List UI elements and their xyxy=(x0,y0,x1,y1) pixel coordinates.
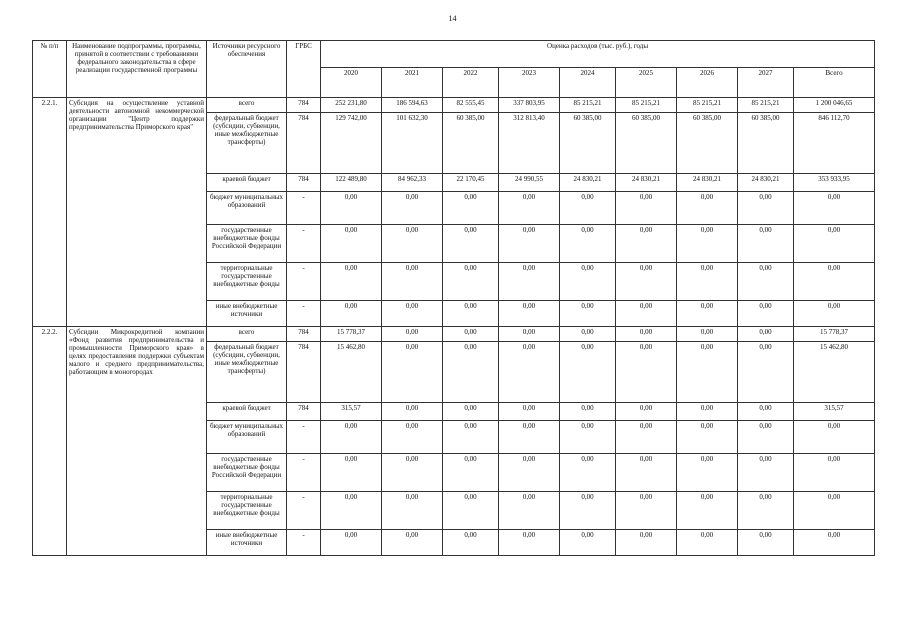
row-number: 2.2.2. xyxy=(33,327,67,556)
year-value: 0,00 xyxy=(616,192,677,225)
year-value: 0,00 xyxy=(560,327,616,342)
year-value: 0,00 xyxy=(321,192,382,225)
year-value: 0,00 xyxy=(616,421,677,454)
grbs-code: - xyxy=(287,454,321,492)
year-value: 0,00 xyxy=(499,403,560,421)
year-value: 0,00 xyxy=(499,421,560,454)
grbs-code: - xyxy=(287,192,321,225)
year-value: 85 215,21 xyxy=(560,98,616,113)
year-value: 0,00 xyxy=(382,192,443,225)
year-value: 22 170,45 xyxy=(443,174,499,192)
year-value: 129 742,00 xyxy=(321,113,382,174)
header-year: 2021 xyxy=(382,68,443,98)
year-value: 0,00 xyxy=(677,454,738,492)
grbs-code: 784 xyxy=(287,174,321,192)
funding-source: государственные внебюджетные фонды Российской Федерации xyxy=(207,225,287,263)
table-body xyxy=(33,98,875,556)
header-year: 2020 xyxy=(321,68,382,98)
year-value: 0,00 xyxy=(443,342,499,403)
funding-source: бюджет муниципальных образований xyxy=(207,421,287,454)
year-value: 0,00 xyxy=(382,454,443,492)
year-value: 0,00 xyxy=(499,225,560,263)
year-value: 0,00 xyxy=(677,263,738,301)
year-value: 0,00 xyxy=(443,421,499,454)
header-num: № п/п xyxy=(33,41,67,98)
year-value: 24 830,21 xyxy=(560,174,616,192)
year-value: 0,00 xyxy=(443,301,499,327)
year-value: 122 489,80 xyxy=(321,174,382,192)
year-value: 0,00 xyxy=(616,225,677,263)
page-number: 14 xyxy=(448,14,457,23)
funding-source: краевой бюджет xyxy=(207,174,287,192)
funding-source: всего xyxy=(207,327,287,342)
total-value: 0,00 xyxy=(794,192,875,225)
total-value: 315,57 xyxy=(794,403,875,421)
header-year: 2025 xyxy=(616,68,677,98)
total-value: 1 200 046,65 xyxy=(794,98,875,113)
year-value: 0,00 xyxy=(560,492,616,530)
year-value: 0,00 xyxy=(560,454,616,492)
year-value: 0,00 xyxy=(738,327,794,342)
year-value: 0,00 xyxy=(616,301,677,327)
header-year: 2024 xyxy=(560,68,616,98)
year-value: 0,00 xyxy=(738,421,794,454)
year-value: 0,00 xyxy=(677,421,738,454)
year-value: 0,00 xyxy=(499,263,560,301)
header-year: 2023 xyxy=(499,68,560,98)
year-value: 0,00 xyxy=(382,530,443,556)
year-value: 0,00 xyxy=(321,421,382,454)
year-value: 312 813,40 xyxy=(499,113,560,174)
grbs-code: - xyxy=(287,263,321,301)
year-value: 0,00 xyxy=(382,342,443,403)
grbs-code: 784 xyxy=(287,113,321,174)
year-value: 186 594,63 xyxy=(382,98,443,113)
year-value: 0,00 xyxy=(443,454,499,492)
funding-source: иные внебюджетные источники xyxy=(207,530,287,556)
year-value: 252 231,80 xyxy=(321,98,382,113)
year-value: 60 385,00 xyxy=(616,113,677,174)
year-value: 0,00 xyxy=(499,301,560,327)
year-value: 0,00 xyxy=(616,342,677,403)
year-value: 0,00 xyxy=(499,454,560,492)
total-value: 846 112,70 xyxy=(794,113,875,174)
year-value: 0,00 xyxy=(616,492,677,530)
subprogram-name: Субсидия на осуществление уставной деятельности автономной некоммерческой организации "Центр поддержки предпринимательства Приморского края" xyxy=(67,98,207,327)
year-value: 60 385,00 xyxy=(677,113,738,174)
funding-source: краевой бюджет xyxy=(207,403,287,421)
year-value: 0,00 xyxy=(738,403,794,421)
year-value: 24 830,21 xyxy=(616,174,677,192)
year-value: 337 803,95 xyxy=(499,98,560,113)
year-value: 0,00 xyxy=(499,192,560,225)
year-value: 0,00 xyxy=(677,342,738,403)
year-value: 0,00 xyxy=(677,530,738,556)
year-value: 0,00 xyxy=(677,192,738,225)
year-value: 101 632,30 xyxy=(382,113,443,174)
total-value: 0,00 xyxy=(794,492,875,530)
year-value: 0,00 xyxy=(560,301,616,327)
year-value: 0,00 xyxy=(738,301,794,327)
year-value: 0,00 xyxy=(560,530,616,556)
year-value: 0,00 xyxy=(677,225,738,263)
header-estimate: Оценка расходов (тыс. руб.), годы xyxy=(321,41,875,68)
year-value: 24 830,21 xyxy=(738,174,794,192)
table-header xyxy=(33,41,875,98)
grbs-code: - xyxy=(287,492,321,530)
header-year: 2027 xyxy=(738,68,794,98)
table-row xyxy=(33,98,875,113)
year-value: 84 962,33 xyxy=(382,174,443,192)
year-value: 0,00 xyxy=(616,327,677,342)
year-value: 0,00 xyxy=(321,301,382,327)
grbs-code: - xyxy=(287,530,321,556)
year-value: 0,00 xyxy=(499,492,560,530)
funding-source: территориальные государственные внебюджетные фонды xyxy=(207,263,287,301)
funding-source: федеральный бюджет (субсидии, субвенции, иные межбюджетные трансферты) xyxy=(207,342,287,403)
year-value: 85 215,21 xyxy=(616,98,677,113)
header-total: Всего xyxy=(794,68,875,98)
year-value: 0,00 xyxy=(382,301,443,327)
total-value: 0,00 xyxy=(794,301,875,327)
year-value: 0,00 xyxy=(560,263,616,301)
total-value: 353 933,95 xyxy=(794,174,875,192)
total-value: 15 778,37 xyxy=(794,327,875,342)
total-value: 0,00 xyxy=(794,421,875,454)
year-value: 0,00 xyxy=(616,530,677,556)
year-value: 0,00 xyxy=(677,403,738,421)
grbs-code: 784 xyxy=(287,98,321,113)
total-value: 15 462,80 xyxy=(794,342,875,403)
year-value: 0,00 xyxy=(738,342,794,403)
year-value: 0,00 xyxy=(738,192,794,225)
year-value: 0,00 xyxy=(443,403,499,421)
year-value: 82 555,45 xyxy=(443,98,499,113)
year-value: 0,00 xyxy=(321,530,382,556)
year-value: 0,00 xyxy=(382,403,443,421)
year-value: 0,00 xyxy=(738,454,794,492)
year-value: 0,00 xyxy=(382,492,443,530)
year-value: 0,00 xyxy=(560,192,616,225)
year-value: 0,00 xyxy=(560,342,616,403)
total-value: 0,00 xyxy=(794,263,875,301)
total-value: 0,00 xyxy=(794,454,875,492)
year-value: 15 462,80 xyxy=(321,342,382,403)
header-year: 2022 xyxy=(443,68,499,98)
grbs-code: 784 xyxy=(287,327,321,342)
year-value: 0,00 xyxy=(738,263,794,301)
year-value: 0,00 xyxy=(560,403,616,421)
funding-source: бюджет муниципальных образований xyxy=(207,192,287,225)
total-value: 0,00 xyxy=(794,225,875,263)
year-value: 0,00 xyxy=(321,454,382,492)
header-source: Источники ресурсного обеспечения xyxy=(207,41,287,98)
total-value: 0,00 xyxy=(794,530,875,556)
year-value: 0,00 xyxy=(560,421,616,454)
year-value: 60 385,00 xyxy=(738,113,794,174)
header-grbs: ГРБС xyxy=(287,41,321,98)
year-value: 0,00 xyxy=(443,327,499,342)
year-value: 0,00 xyxy=(499,327,560,342)
table-row xyxy=(33,327,875,342)
year-value: 15 778,37 xyxy=(321,327,382,342)
year-value: 0,00 xyxy=(321,492,382,530)
year-value: 0,00 xyxy=(382,421,443,454)
grbs-code: - xyxy=(287,421,321,454)
year-value: 0,00 xyxy=(443,192,499,225)
year-value: 0,00 xyxy=(321,263,382,301)
grbs-code: 784 xyxy=(287,342,321,403)
year-value: 0,00 xyxy=(738,492,794,530)
year-value: 60 385,00 xyxy=(443,113,499,174)
year-value: 0,00 xyxy=(677,327,738,342)
year-value: 0,00 xyxy=(443,225,499,263)
year-value: 0,00 xyxy=(382,263,443,301)
grbs-code: 784 xyxy=(287,403,321,421)
year-value: 0,00 xyxy=(443,492,499,530)
year-value: 24 990,55 xyxy=(499,174,560,192)
budget-table xyxy=(32,40,875,556)
grbs-code: - xyxy=(287,301,321,327)
grbs-code: - xyxy=(287,225,321,263)
year-value: 315,57 xyxy=(321,403,382,421)
year-value: 0,00 xyxy=(443,263,499,301)
year-value: 0,00 xyxy=(560,225,616,263)
year-value: 0,00 xyxy=(321,225,382,263)
year-value: 0,00 xyxy=(382,225,443,263)
year-value: 0,00 xyxy=(443,530,499,556)
year-value: 0,00 xyxy=(738,225,794,263)
year-value: 0,00 xyxy=(616,263,677,301)
subprogram-name: Субсидии Микрокредитной компании «Фонд развития предпринимательства и промышленности Приморского края» в целях предоставления поддержки субъектам малого и среднего предпринимательства, работающим в моногородах xyxy=(67,327,207,556)
year-value: 85 215,21 xyxy=(738,98,794,113)
funding-source: территориальные государственные внебюджетные фонды xyxy=(207,492,287,530)
year-value: 0,00 xyxy=(738,530,794,556)
year-value: 0,00 xyxy=(677,301,738,327)
year-value: 0,00 xyxy=(616,403,677,421)
year-value: 0,00 xyxy=(499,530,560,556)
year-value: 85 215,21 xyxy=(677,98,738,113)
year-value: 0,00 xyxy=(616,454,677,492)
funding-source: иные внебюджетные источники xyxy=(207,301,287,327)
year-value: 24 830,21 xyxy=(677,174,738,192)
row-number: 2.2.1. xyxy=(33,98,67,327)
funding-source: федеральный бюджет (субсидии, субвенции, иные межбюджетные трансферты) xyxy=(207,113,287,174)
year-value: 0,00 xyxy=(499,342,560,403)
funding-source: всего xyxy=(207,98,287,113)
header-year: 2026 xyxy=(677,68,738,98)
year-value: 0,00 xyxy=(382,327,443,342)
year-value: 0,00 xyxy=(677,492,738,530)
year-value: 60 385,00 xyxy=(560,113,616,174)
header-name: Наименование подпрограммы, программы, принятой в соответствии с требованиями федерального законодательства в сфере реализации государственной программы xyxy=(67,41,207,98)
funding-source: государственные внебюджетные фонды Российской Федерации xyxy=(207,454,287,492)
